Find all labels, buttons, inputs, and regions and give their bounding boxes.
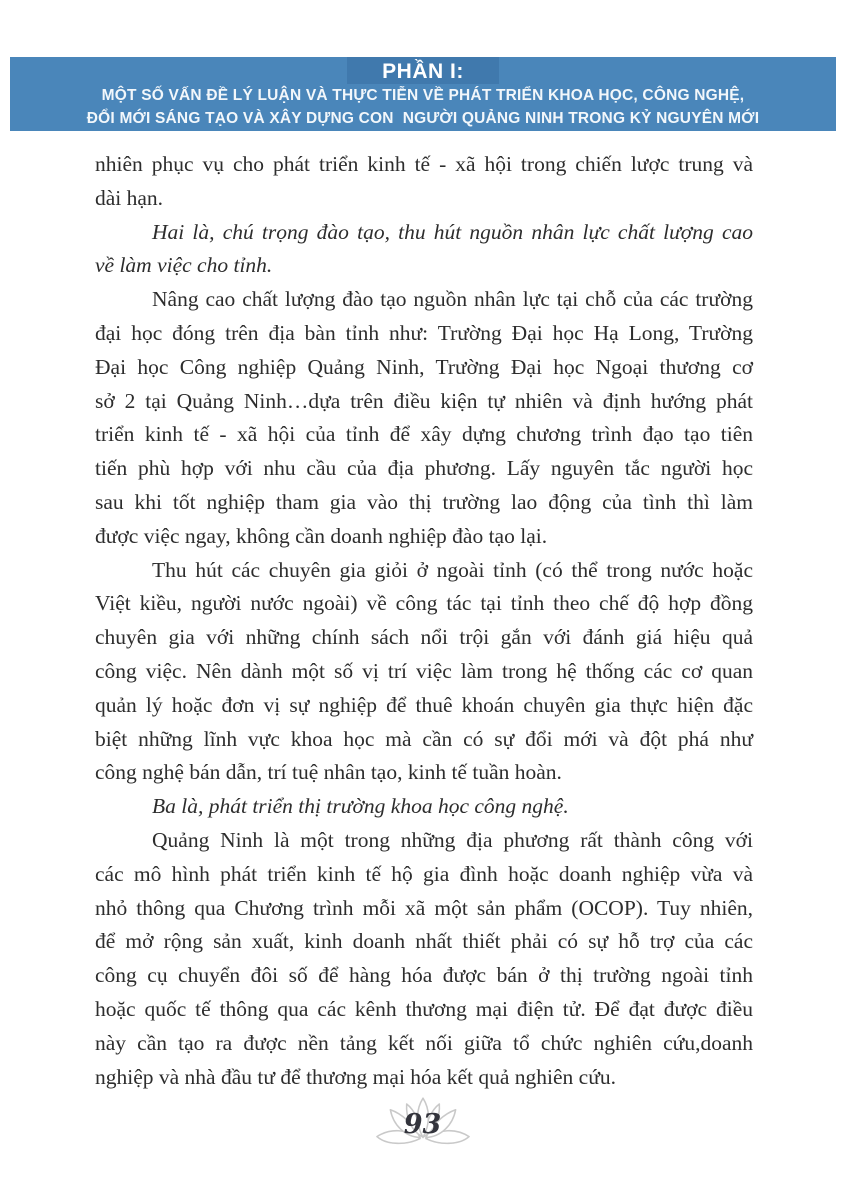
text-line: biệt những lĩnh vực khoa học mà cần có sự đổi mới và đột phá như <box>95 726 753 751</box>
paragraph <box>95 283 753 553</box>
text-line: quản lý hoặc đơn vị sự nghiệp để thuê khoán chuyên gia thực hiện đặc <box>95 692 753 717</box>
page-footer <box>0 1094 845 1160</box>
text-line: triển kinh tế - xã hội của tỉnh để xây dựng chương trình đạo tạo tiên <box>95 422 753 447</box>
text-line: này cần tạo ra được nền tảng kết nối giữa tổ chức nghiên cứu,doanh <box>95 1030 753 1055</box>
text-line: chuyên gia với những chính sách nổi trội gắn với đánh giá hiệu quả <box>95 625 753 650</box>
text-line: Ba là, phát triển thị trường khoa học công nghệ. <box>152 794 569 819</box>
chapter-title-line-1: MỘT SỐ VẤN ĐỀ LÝ LUẬN VÀ THỰC TIỄN VỀ PHÁT TRIỂN KHOA HỌC, CÔNG NGHỆ, <box>101 87 745 104</box>
text-line: sau khi tốt nghiệp tham gia vào thị trường lao động của tình thì làm <box>95 489 753 514</box>
text-line: đại học đóng trên địa bàn tỉnh như: Trường Đại học Hạ Long, Trường <box>95 320 753 345</box>
text-line: công cụ chuyển đôi số để hàng hóa được bán ở thị trường ngoài tỉnh <box>95 963 753 988</box>
text-line: Quảng Ninh là một trong những địa phương rất thành công với <box>152 827 753 852</box>
text-line: tiến phù hợp với nhu cầu của địa phương. Lấy nguyên tắc người học <box>95 456 753 481</box>
paragraph <box>95 790 753 824</box>
text-line: Đại học Công nghiệp Quảng Ninh, Trường Đại học Ngoại thương cơ <box>95 354 753 379</box>
paragraph <box>95 554 753 791</box>
paragraph <box>95 216 753 284</box>
paragraph <box>95 148 753 216</box>
text-line: hoặc quốc tế thông qua các kênh thương mại điện tử. Để đạt được điều <box>95 996 753 1021</box>
paragraph <box>95 824 753 1094</box>
text-line: Thu hút các chuyên gia giỏi ở ngoài tỉnh (có thể trong nước hoặc <box>152 557 753 582</box>
text-line: về làm việc cho tỉnh. <box>95 253 273 278</box>
text-line: dài hạn. <box>95 185 164 210</box>
text-line: nhiên phục vụ cho phát triển kinh tế - xã hội trong chiến lược trung và <box>95 152 753 176</box>
page-number: 93 <box>403 1109 442 1140</box>
chapter-title-line-2: ĐỔI MỚI SÁNG TẠO VÀ XÂY DỰNG CON NGƯỜI QUẢNG NINH TRONG KỶ NGUYÊN MỚI <box>86 110 760 127</box>
lotus-ornament <box>375 1096 471 1158</box>
text-line: nghiệp và nhà đầu tư để thương mại hóa kết quả nghiên cứu. <box>95 1064 616 1089</box>
body-text <box>95 148 753 1094</box>
part-label: PHẦN I: <box>382 60 464 83</box>
text-line: Nâng cao chất lượng đào tạo nguồn nhân lực tại chỗ của các trường <box>152 287 753 312</box>
chapter-header-band <box>10 57 836 131</box>
text-line: công nghệ bán dẫn, trí tuệ nhân tạo, kinh tế tuần hoàn. <box>95 760 562 785</box>
text-line: sở 2 tại Quảng Ninh…dựa trên điều kiện tự nhiên và định hướng phát <box>95 388 753 413</box>
text-line: công việc. Nên dành một số vị trí việc làm trong hệ thống các cơ quan <box>95 658 753 683</box>
text-line: Hai là, chú trọng đào tạo, thu hút nguồn nhân lực chất lượng cao <box>152 219 753 244</box>
text-line: các mô hình phát triển kinh tế hộ gia đình hoặc doanh nghiệp vừa và <box>95 861 753 886</box>
text-line: để mở rộng sản xuất, kinh doanh nhất thiết phải có sự hỗ trợ của các <box>95 929 753 954</box>
text-line: được việc ngay, không cần doanh nghiệp đào tạo lại. <box>95 523 548 548</box>
text-line: Việt kiều, người nước ngoài) về công tác tại tỉnh theo chế độ hợp đồng <box>95 591 753 616</box>
text-line: nhỏ thông qua Chương trình mỗi xã một sản phẩm (OCOP). Tuy nhiên, <box>95 895 753 920</box>
